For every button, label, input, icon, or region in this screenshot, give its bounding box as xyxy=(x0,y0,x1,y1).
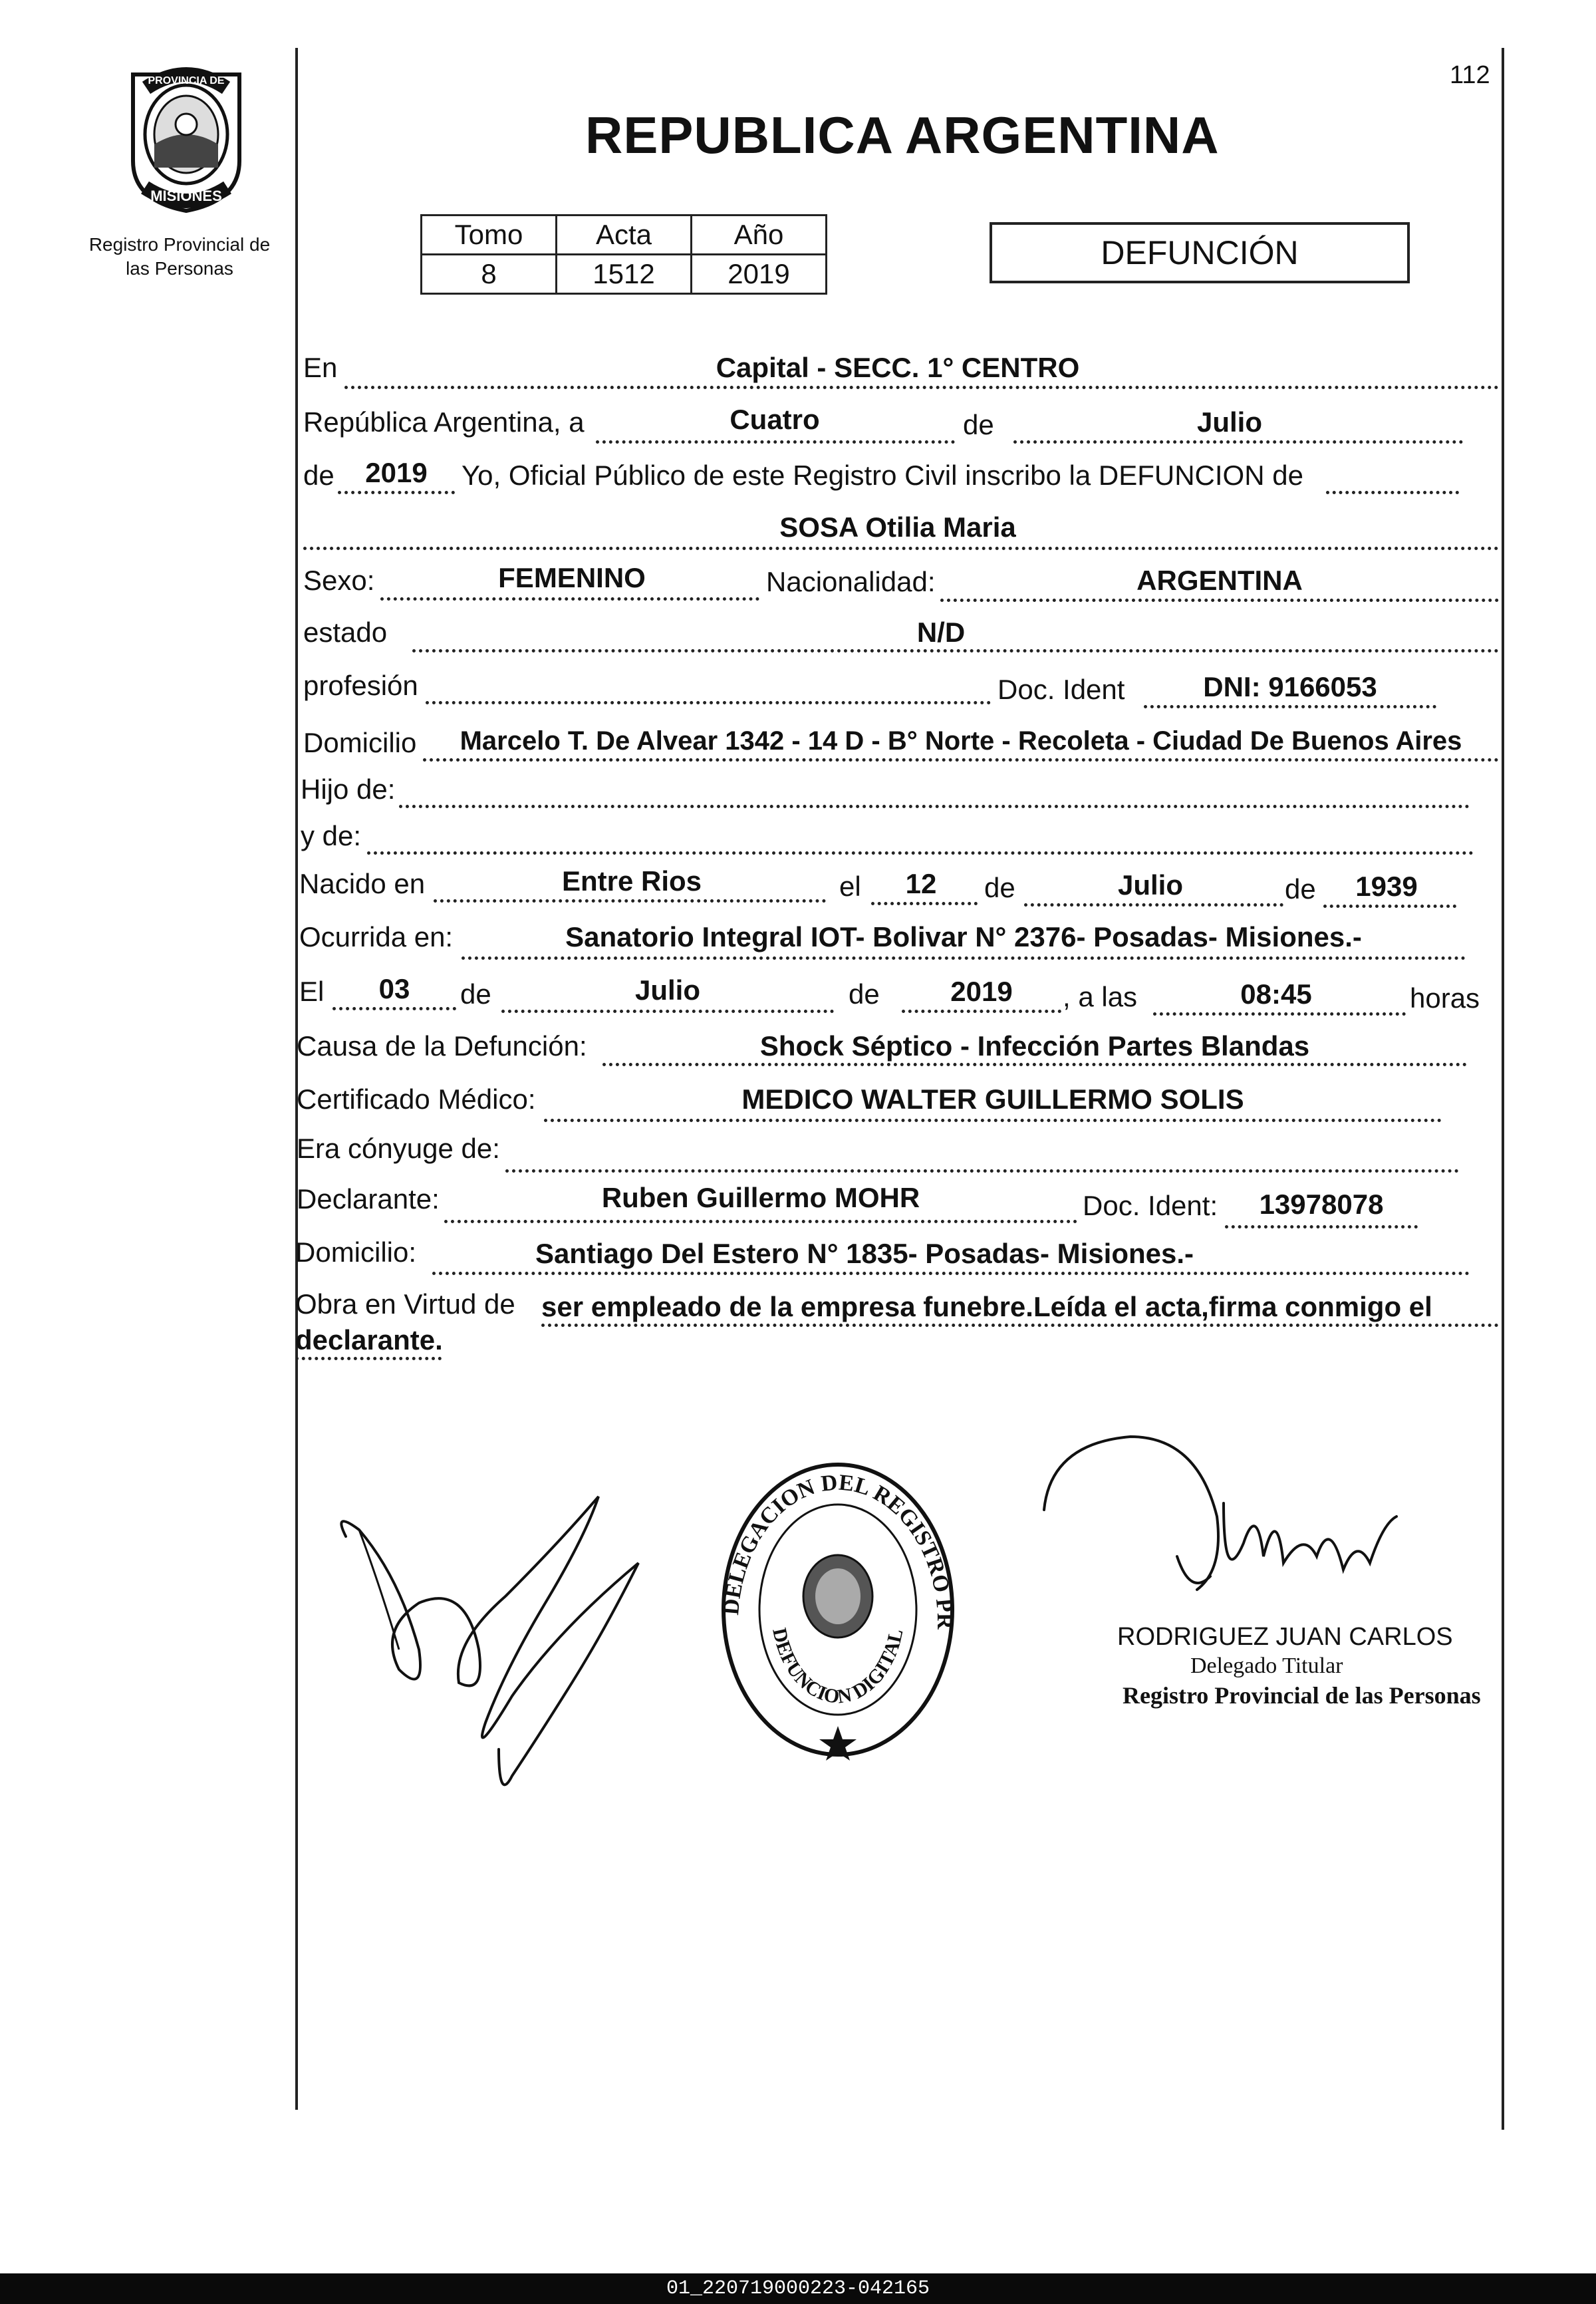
statement-text: Yo, Oficial Público de este Registro Civil inscribo la DEFUNCION de xyxy=(462,460,1303,491)
stamp-inner-text: DEFUNCION DIGITAL xyxy=(768,1626,908,1708)
obra-dots-2 xyxy=(295,1357,442,1360)
domicilio-label: Domicilio xyxy=(303,727,417,758)
obra-value-line2: declarante. xyxy=(295,1324,443,1356)
death-month: Julio xyxy=(634,974,700,1006)
province-crest-logo xyxy=(106,61,266,214)
day-text: Cuatro xyxy=(730,404,820,435)
anio-value: 2019 xyxy=(692,255,827,294)
causa-label: Causa de la Defunción: xyxy=(297,1030,587,1062)
domicilio-label-2: Domicilio: xyxy=(295,1236,417,1268)
registry-label xyxy=(73,233,286,281)
a-las-label: , a las xyxy=(1063,981,1138,1012)
name-dots xyxy=(303,547,1499,550)
de-label-4: de xyxy=(1285,873,1316,905)
en-value: Capital - SECC. 1° CENTRO xyxy=(716,352,1080,383)
declarante-domicilio-dots xyxy=(432,1272,1470,1275)
tomo-header: Tomo xyxy=(422,216,557,255)
day-dots xyxy=(596,440,955,444)
el-label-2: El xyxy=(299,976,325,1007)
obra-value-line1: ser empleado de la empresa funebre.Leída el acta,firma conmigo el xyxy=(541,1291,1432,1322)
death-month-dots xyxy=(501,1010,834,1013)
doc-ident-label: Doc. Ident xyxy=(998,674,1125,705)
domicilio-value: Marcelo T. De Alvear 1342 - 14 D - B° Norte - Recoleta - Ciudad De Buenos Aires xyxy=(460,726,1462,756)
ocurrida-dots xyxy=(462,956,1466,960)
record-index-header-row xyxy=(422,216,827,255)
record-type-box: DEFUNCIÓN xyxy=(990,222,1410,283)
birth-day: 12 xyxy=(905,868,937,899)
right-border-line xyxy=(1502,48,1504,2130)
horas-label: horas xyxy=(1410,982,1480,1014)
registry-label-line2: las Personas xyxy=(126,258,233,279)
sexo-value: FEMENINO xyxy=(498,562,646,593)
estado-dots xyxy=(412,649,1499,652)
doc-ident-value: DNI: 9166053 xyxy=(1203,671,1377,702)
nacido-en-value: Entre Rios xyxy=(561,865,702,897)
signatory-name: RODRIGUEZ JUAN CARLOS xyxy=(1117,1623,1453,1651)
profesion-label: profesión xyxy=(303,670,418,701)
hijo-de-dots xyxy=(399,805,1470,808)
tomo-value: 8 xyxy=(422,255,557,294)
death-day-dots xyxy=(332,1007,456,1010)
nacionalidad-dots xyxy=(940,599,1499,602)
month-dots xyxy=(1013,440,1463,444)
declarante-label: Declarante: xyxy=(297,1183,440,1215)
record-index-value-row xyxy=(422,255,827,294)
el-label: el xyxy=(839,871,861,902)
signatory-org: Registro Provincial de las Personas xyxy=(1123,1682,1481,1709)
declarante-domicilio: Santiago Del Estero N° 1835- Posadas- Misiones.- xyxy=(535,1238,1194,1269)
month-text: Julio xyxy=(1196,406,1262,438)
birth-month-dots xyxy=(1024,903,1283,907)
en-dots xyxy=(344,386,1499,389)
conyuge-dots xyxy=(505,1169,1459,1173)
year-value: 2019 xyxy=(365,457,428,488)
en-label: En xyxy=(303,352,338,383)
deceased-name: SOSA Otilia Maria xyxy=(779,511,1016,543)
declarante-dots xyxy=(444,1220,1077,1223)
year-dots xyxy=(338,491,455,494)
declarant-signature xyxy=(319,1430,678,1802)
anio-header: Año xyxy=(692,216,827,255)
profesion-dots xyxy=(426,701,991,704)
nacido-en-label: Nacido en xyxy=(299,868,426,899)
obra-dots-1 xyxy=(541,1324,1499,1327)
declarante-value: Ruben Guillermo MOHR xyxy=(601,1182,920,1213)
certificado-label: Certificado Médico: xyxy=(297,1083,536,1115)
y-de-label: y de: xyxy=(301,820,362,851)
de-label: de xyxy=(963,409,994,440)
nacido-en-dots xyxy=(434,899,826,903)
birth-year-dots xyxy=(1323,905,1456,908)
republica-label: República Argentina, a xyxy=(303,406,585,438)
death-time-dots xyxy=(1153,1012,1406,1016)
de-label-2: de xyxy=(303,460,334,491)
obra-label: Obra en Virtud de xyxy=(295,1288,515,1320)
de-label-3: de xyxy=(984,872,1015,903)
de-label-6: de xyxy=(849,978,880,1010)
ocurrida-value: Sanatorio Integral IOT- Bolivar N° 2376- Posadas- Misiones.- xyxy=(565,921,1362,952)
birth-day-dots xyxy=(871,902,978,905)
document-id-bar: 01_220719000223-042165 xyxy=(0,2273,1596,2304)
acta-value: 1512 xyxy=(557,255,692,294)
certificado-value: MEDICO WALTER GUILLERMO SOLIS xyxy=(741,1083,1244,1115)
sexo-dots xyxy=(380,597,759,601)
estado-value: N/D xyxy=(916,617,966,648)
record-index-table xyxy=(420,214,827,295)
official-signature xyxy=(1024,1423,1436,1623)
death-year-dots xyxy=(902,1010,1061,1013)
hijo-de-label: Hijo de: xyxy=(301,774,396,805)
nacionalidad-value: ARGENTINA xyxy=(1136,565,1303,596)
declarante-doc-dots xyxy=(1225,1225,1418,1228)
crest-top-text: PROVINCIA DE xyxy=(148,75,225,86)
signatory-role: Delegado Titular xyxy=(1190,1654,1343,1678)
certificado-dots xyxy=(544,1119,1442,1122)
death-year: 2019 xyxy=(950,976,1013,1007)
doc-ident-dots xyxy=(1144,705,1436,708)
registry-label-line1: Registro Provincial de xyxy=(88,234,271,255)
birth-month: Julio xyxy=(1117,869,1183,901)
statement-dots xyxy=(1326,491,1459,494)
nacionalidad-label: Nacionalidad: xyxy=(766,566,936,597)
declarante-doc: 13978078 xyxy=(1259,1189,1384,1220)
left-border-line xyxy=(295,48,298,2110)
ocurrida-label: Ocurrida en: xyxy=(299,921,454,952)
domicilio-dots xyxy=(423,758,1499,762)
y-de-dots xyxy=(367,851,1474,855)
estado-label: estado xyxy=(303,617,388,648)
birth-year: 1939 xyxy=(1355,871,1418,902)
death-time: 08:45 xyxy=(1240,978,1312,1010)
doc-ident-label-2: Doc. Ident: xyxy=(1083,1190,1218,1221)
causa-value: Shock Séptico - Infección Partes Blandas xyxy=(759,1030,1310,1062)
official-stamp xyxy=(712,1457,964,1763)
causa-dots xyxy=(602,1063,1467,1066)
stamp-outer-text: DELEGACION DEL REGISTRO PR xyxy=(719,1470,958,1630)
crest-bottom-text: MISIONES xyxy=(150,188,222,204)
conyuge-label: Era cónyuge de: xyxy=(297,1133,500,1164)
page-number: 112 xyxy=(1450,61,1490,89)
death-day: 03 xyxy=(378,973,410,1004)
sexo-label: Sexo: xyxy=(303,565,375,596)
de-label-5: de xyxy=(460,978,491,1010)
page-title: REPUBLICA ARGENTINA xyxy=(585,106,1220,164)
acta-header: Acta xyxy=(557,216,692,255)
